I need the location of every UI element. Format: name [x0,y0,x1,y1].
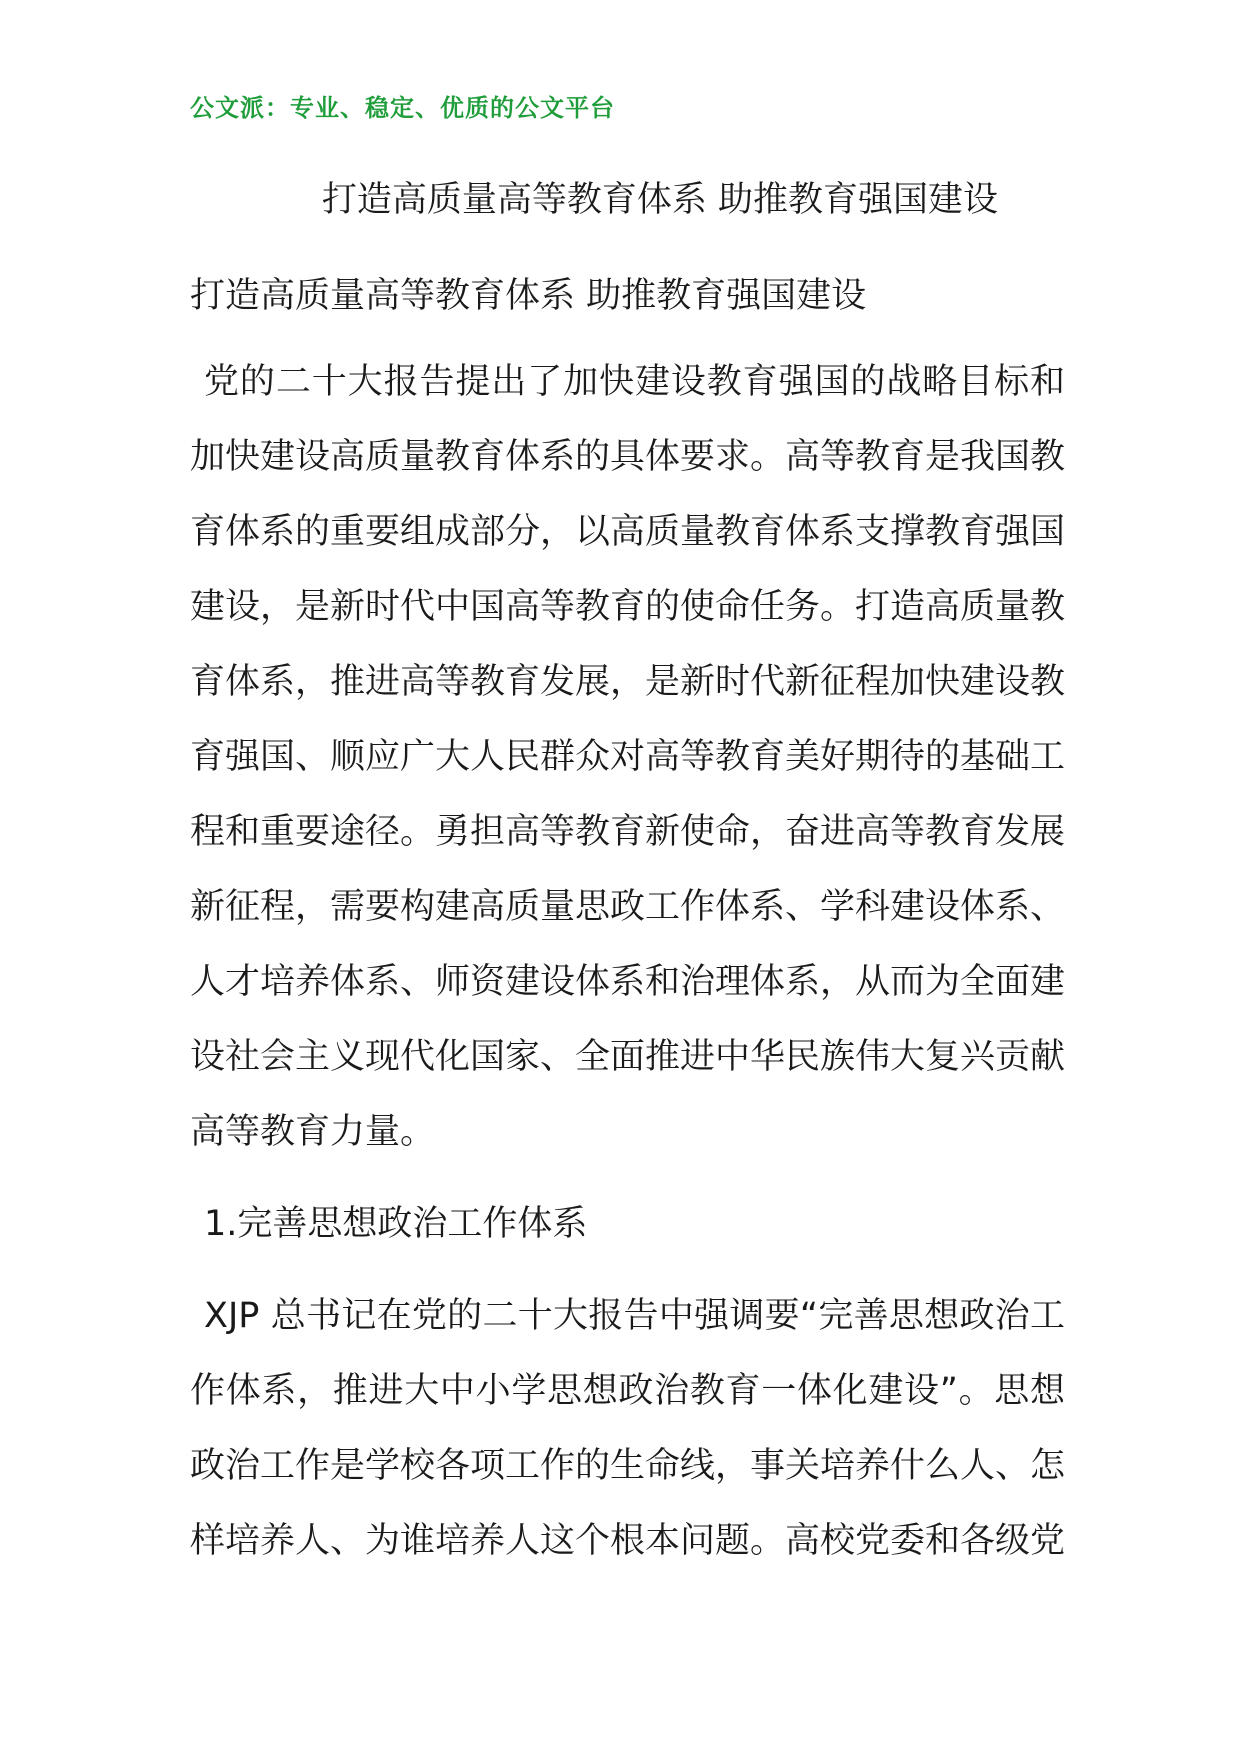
document-title: 打造高质量高等教育体系 助推教育强国建设 [321,180,999,220]
header-brand: 公文派：专业、稳定、优质的公文平台 [190,94,615,122]
section-heading: 1.完善思想政治工作体系 [204,1204,588,1244]
document-subtitle: 打造高质量高等教育体系 助推教育强国建设 [190,276,867,316]
body-paragraph-section-1: XJP 总书记在党的二十大报告中强调要“完善思想政治工作体系，推进大中小学思想政治教育一体化建设”。思想政治工作是学校各项工作的生命线，事关培养什么人、怎样培养人、为谁培养人这个根本问题。高校党委和各级党 [190,1296,1066,1561]
body-paragraph-intro: 党的二十大报告提出了加快建设教育强国的战略目标和加快建设高质量教育体系的具体要求。高等教育是我国教育体系的重要组成部分，以高质量教育体系支撑教育强国建设，是新时代中国高等教育的使命任务。打造高质量教育体系，推进高等教育发展，是新时代新征程加快建设教育强国、顺应广大人民群众对高等教育美好期待的基础工程和重要途径。勇担高等教育新使命，奋进高等教育发展新征程，需要构建高质量思政工作体系、学科建设体系、人才培养体系、师资建设体系和治理体系，从而为全面建设社会主义现代化国家、全面推进中华民族伟大复兴贡献高等教育力量。 [190,362,1066,1152]
